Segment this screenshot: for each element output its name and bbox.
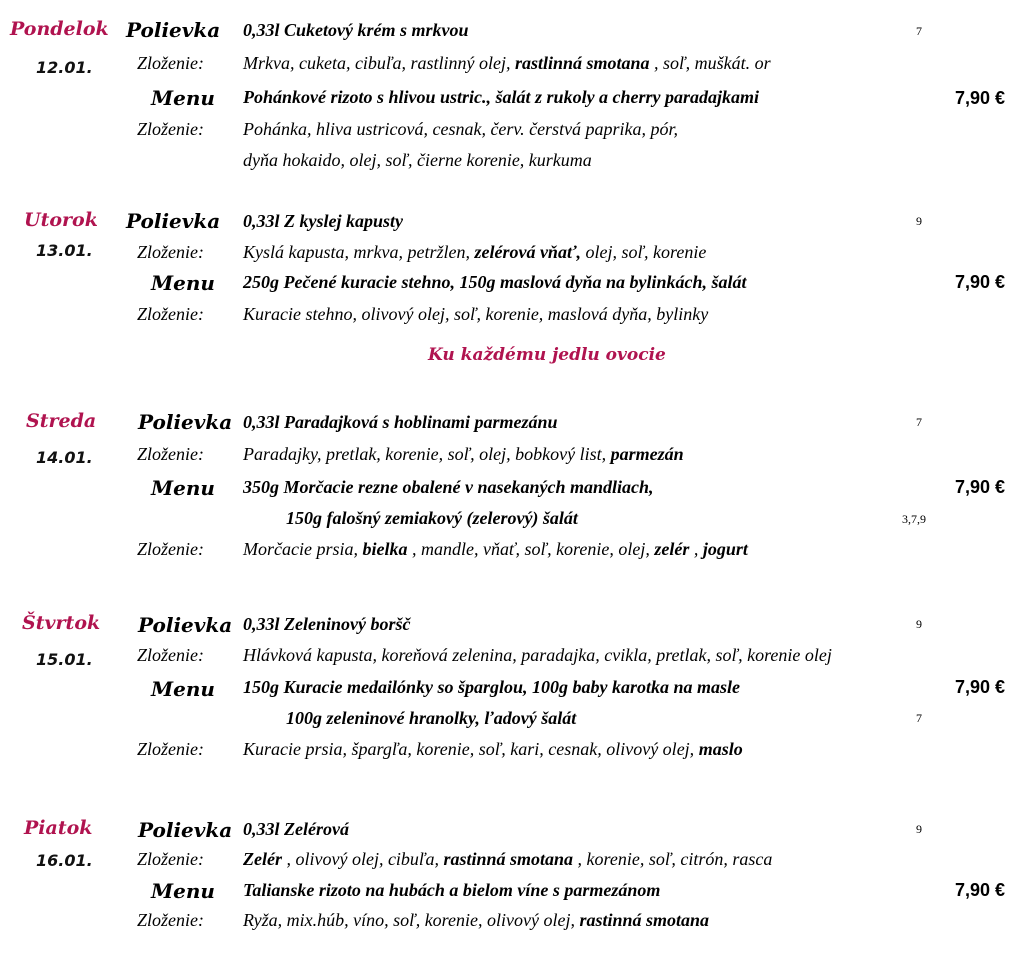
menu-label: Menu — [151, 86, 215, 110]
day-date: 12.01. — [36, 58, 93, 77]
day-name: Streda — [26, 410, 97, 432]
menu-ingredients: Pohánka, hliva ustricová, cesnak, červ. čerstvá paprika, pór, — [243, 119, 679, 139]
menu-title: 150g Kuracie medailónky so šparglou, 100g baby karotka na masle — [243, 677, 741, 697]
day-date: 14.01. — [36, 448, 93, 467]
soup-ingredients: Paradajky, pretlak, korenie, soľ, olej, bobkový list, parmezán — [243, 444, 684, 464]
day-name: Štvrtok — [22, 612, 101, 634]
composition-label: Zloženie: — [137, 304, 204, 324]
menu-ingredients: Kuracie stehno, olivový olej, soľ, korenie, maslová dyňa, bylinky — [243, 304, 709, 324]
menu-title-line2: 150g falošný zemiakový (zelerový) šalát — [286, 508, 578, 528]
menu-price: 7,90 € — [955, 272, 1006, 292]
soup-title: 0,33l Z kyslej kapusty — [243, 211, 403, 231]
soup-title: 0,33l Paradajková s hoblinami parmezánu — [243, 412, 558, 432]
soup-label: Polievka — [126, 18, 221, 42]
soup-title: 0,33l Zelérová — [243, 819, 349, 839]
day-name: Pondelok — [10, 18, 109, 40]
soup-label: Polievka — [138, 410, 233, 434]
soup-allergens: 9 — [916, 617, 922, 631]
menu-price: 7,90 € — [955, 477, 1006, 497]
composition-label: Zloženie: — [137, 910, 204, 930]
menu-label: Menu — [151, 879, 215, 903]
menu-title: 350g Morčacie rezne obalené v nasekaných mandliach, — [243, 477, 654, 497]
soup-label: Polievka — [126, 209, 221, 233]
composition-label: Zloženie: — [137, 119, 204, 139]
menu-label: Menu — [151, 476, 215, 500]
composition-label: Zloženie: — [137, 242, 204, 262]
composition-label: Zloženie: — [137, 539, 204, 559]
menu-ingredients: Morčacie prsia, bielka , mandle, vňať, soľ, korenie, olej, zelér , jogurt — [243, 539, 748, 559]
menu-title: Talianske rizoto na hubách a bielom víne s parmezánom — [243, 880, 661, 900]
soup-allergens: 9 — [916, 822, 922, 836]
fruit-note: Ku každému jedlu ovocie — [428, 345, 666, 365]
menu-label: Menu — [151, 271, 215, 295]
soup-title: 0,33l Zeleninový boršč — [243, 614, 411, 634]
composition-label: Zloženie: — [137, 849, 204, 869]
menu-allergens: 3,7,9 — [902, 512, 926, 526]
soup-ingredients: Hlávková kapusta, koreňová zelenina, paradajka, cvikla, pretlak, soľ, korenie olej — [243, 645, 832, 665]
composition-label: Zloženie: — [137, 645, 204, 665]
soup-label: Polievka — [138, 613, 233, 637]
menu-ingredients: dyňa hokaido, olej, soľ, čierne korenie, kurkuma — [243, 150, 592, 170]
menu-title: 250g Pečené kuracie stehno, 150g maslová dyňa na bylinkách, šalát — [243, 272, 747, 292]
menu-label: Menu — [151, 677, 215, 701]
day-name: Piatok — [24, 817, 93, 839]
menu-title-line2: 100g zeleninové hranolky, ľadový šalát — [286, 708, 577, 728]
composition-label: Zloženie: — [137, 53, 204, 73]
soup-allergens: 9 — [916, 214, 922, 228]
menu-title: Pohánkové rizoto s hlivou ustric., šalát z rukoly a cherry paradajkami — [243, 87, 760, 107]
soup-label: Polievka — [138, 818, 233, 842]
menu-ingredients: Kuracie prsia, špargľa, korenie, soľ, kari, cesnak, olivový olej, maslo — [243, 739, 743, 759]
composition-label: Zloženie: — [137, 739, 204, 759]
soup-ingredients: Kyslá kapusta, mrkva, petržlen, zelérová vňať, olej, soľ, korenie — [243, 242, 707, 262]
menu-ingredients: Ryža, mix.húb, víno, soľ, korenie, olivový olej, rastinná smotana — [243, 910, 710, 930]
soup-title: 0,33l Cuketový krém s mrkvou — [243, 20, 469, 40]
day-date: 15.01. — [36, 650, 93, 669]
menu-price: 7,90 € — [955, 88, 1006, 108]
menu-allergens: 7 — [916, 711, 922, 725]
day-name: Utorok — [24, 209, 98, 231]
composition-label: Zloženie: — [137, 444, 204, 464]
day-date: 13.01. — [36, 241, 93, 260]
menu-price: 7,90 € — [955, 880, 1006, 900]
soup-allergens: 7 — [916, 415, 922, 429]
menu-price: 7,90 € — [955, 677, 1006, 697]
soup-allergens: 7 — [916, 24, 922, 38]
day-date: 16.01. — [36, 851, 93, 870]
soup-ingredients: Mrkva, cuketa, cibuľa, rastlinný olej, rastlinná smotana , soľ, muškát. or — [243, 53, 771, 73]
soup-ingredients: Zelér , olivový olej, cibuľa, rastinná smotana , korenie, soľ, citrón, rasca — [243, 849, 773, 869]
